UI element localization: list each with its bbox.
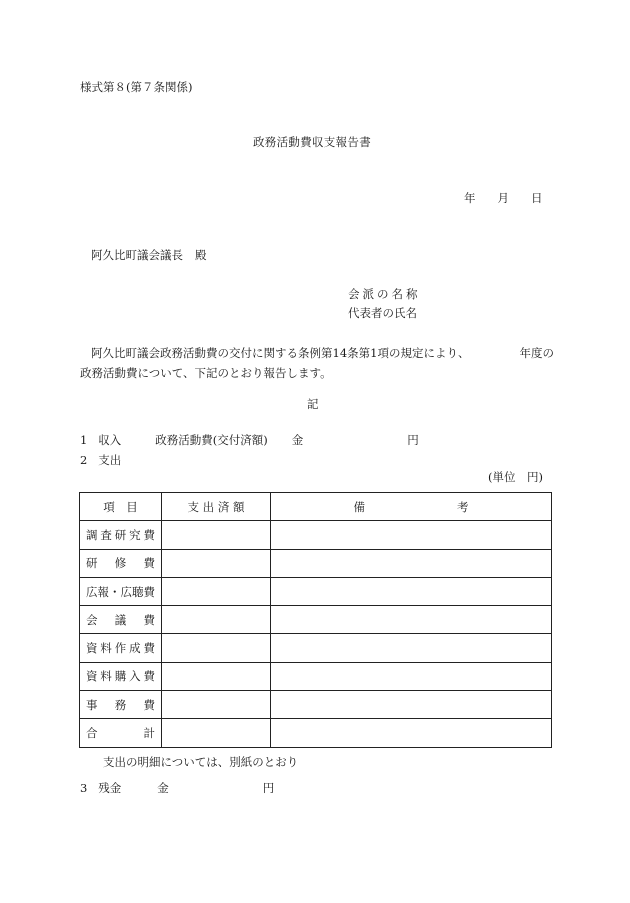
expense-number: 2 [80, 453, 88, 467]
row-item: 合計 [80, 719, 162, 747]
row-remarks[interactable] [271, 634, 552, 662]
date-day: 日 [531, 191, 543, 205]
expense-label: 支出 [98, 453, 122, 467]
row-remarks[interactable] [271, 606, 552, 634]
balance-kin: 金 [157, 781, 169, 795]
ki-heading: 記 [307, 397, 319, 411]
row-item: 事務費 [80, 691, 162, 719]
row-amount[interactable] [162, 549, 271, 577]
row-amount[interactable] [162, 577, 271, 605]
row-remarks[interactable] [271, 691, 552, 719]
table-row [80, 577, 552, 605]
row-item: 広報・広聴費 [80, 577, 162, 605]
balance-yen: 円 [262, 781, 275, 795]
document-title: 政務活動費収支報告書 [253, 135, 371, 149]
row-amount[interactable] [162, 662, 271, 690]
row-remarks[interactable] [271, 662, 552, 690]
row-remarks[interactable] [271, 521, 552, 549]
row-amount[interactable] [162, 719, 271, 747]
income-yen: 円 [407, 433, 419, 447]
representative-name-label: 代表者の氏名 [348, 306, 417, 320]
row-item: 研修費 [80, 549, 162, 577]
income-label: 収入 [98, 433, 122, 447]
addressee [91, 250, 207, 262]
row-item: 会議費 [80, 606, 162, 634]
row-item: 資料作成費 [80, 634, 162, 662]
income-description: 政務活動費(交付済額) [155, 433, 268, 447]
balance-line [80, 783, 274, 795]
row-amount[interactable] [162, 691, 271, 719]
table-row [80, 549, 552, 577]
income-kin: 金 [291, 433, 304, 447]
header-remarks: 備 考 [271, 493, 552, 521]
expense-table [79, 492, 552, 748]
faction-name-label: 会派の名称 [348, 287, 421, 301]
header-item: 項 目 [80, 493, 162, 521]
body-text-part1: 阿久比町議会政務活動費の交付に関する条例第14条第1項の規定により、 [91, 346, 470, 360]
table-row [80, 521, 552, 549]
header-amount: 支 出 済 額 [162, 493, 271, 521]
form-number: 様式第８(第７条関係) [80, 80, 193, 94]
row-amount[interactable] [162, 606, 271, 634]
addressee-honorific: 殿 [195, 248, 207, 262]
row-amount[interactable] [162, 634, 271, 662]
table-header-row [80, 493, 552, 521]
unit-label: (単位 円) [488, 470, 543, 484]
row-remarks[interactable] [271, 549, 552, 577]
table-row [80, 691, 552, 719]
detail-note: 支出の明細については、別紙のとおり [103, 755, 299, 769]
addressee-name: 阿久比町議会議長 [91, 248, 183, 262]
balance-label: 残金 [98, 781, 122, 795]
row-remarks[interactable] [271, 577, 552, 605]
row-item: 資料購入費 [80, 662, 162, 690]
row-remarks[interactable] [271, 719, 552, 747]
table-total-row [80, 719, 552, 747]
row-amount[interactable] [162, 521, 271, 549]
date-month: 月 [497, 191, 509, 205]
table-row [80, 634, 552, 662]
date-line [464, 193, 543, 205]
date-year: 年 [464, 191, 476, 205]
table-row [80, 662, 552, 690]
income-line [80, 435, 419, 447]
balance-number: 3 [80, 781, 88, 795]
body-text-part2: 年度の政務活動費について、下記のとおり報告します。 [80, 346, 554, 380]
income-number: 1 [80, 433, 88, 447]
report-body-text [80, 343, 555, 383]
expense-line [80, 455, 121, 467]
table-row [80, 606, 552, 634]
row-item: 調査研究費 [80, 521, 162, 549]
